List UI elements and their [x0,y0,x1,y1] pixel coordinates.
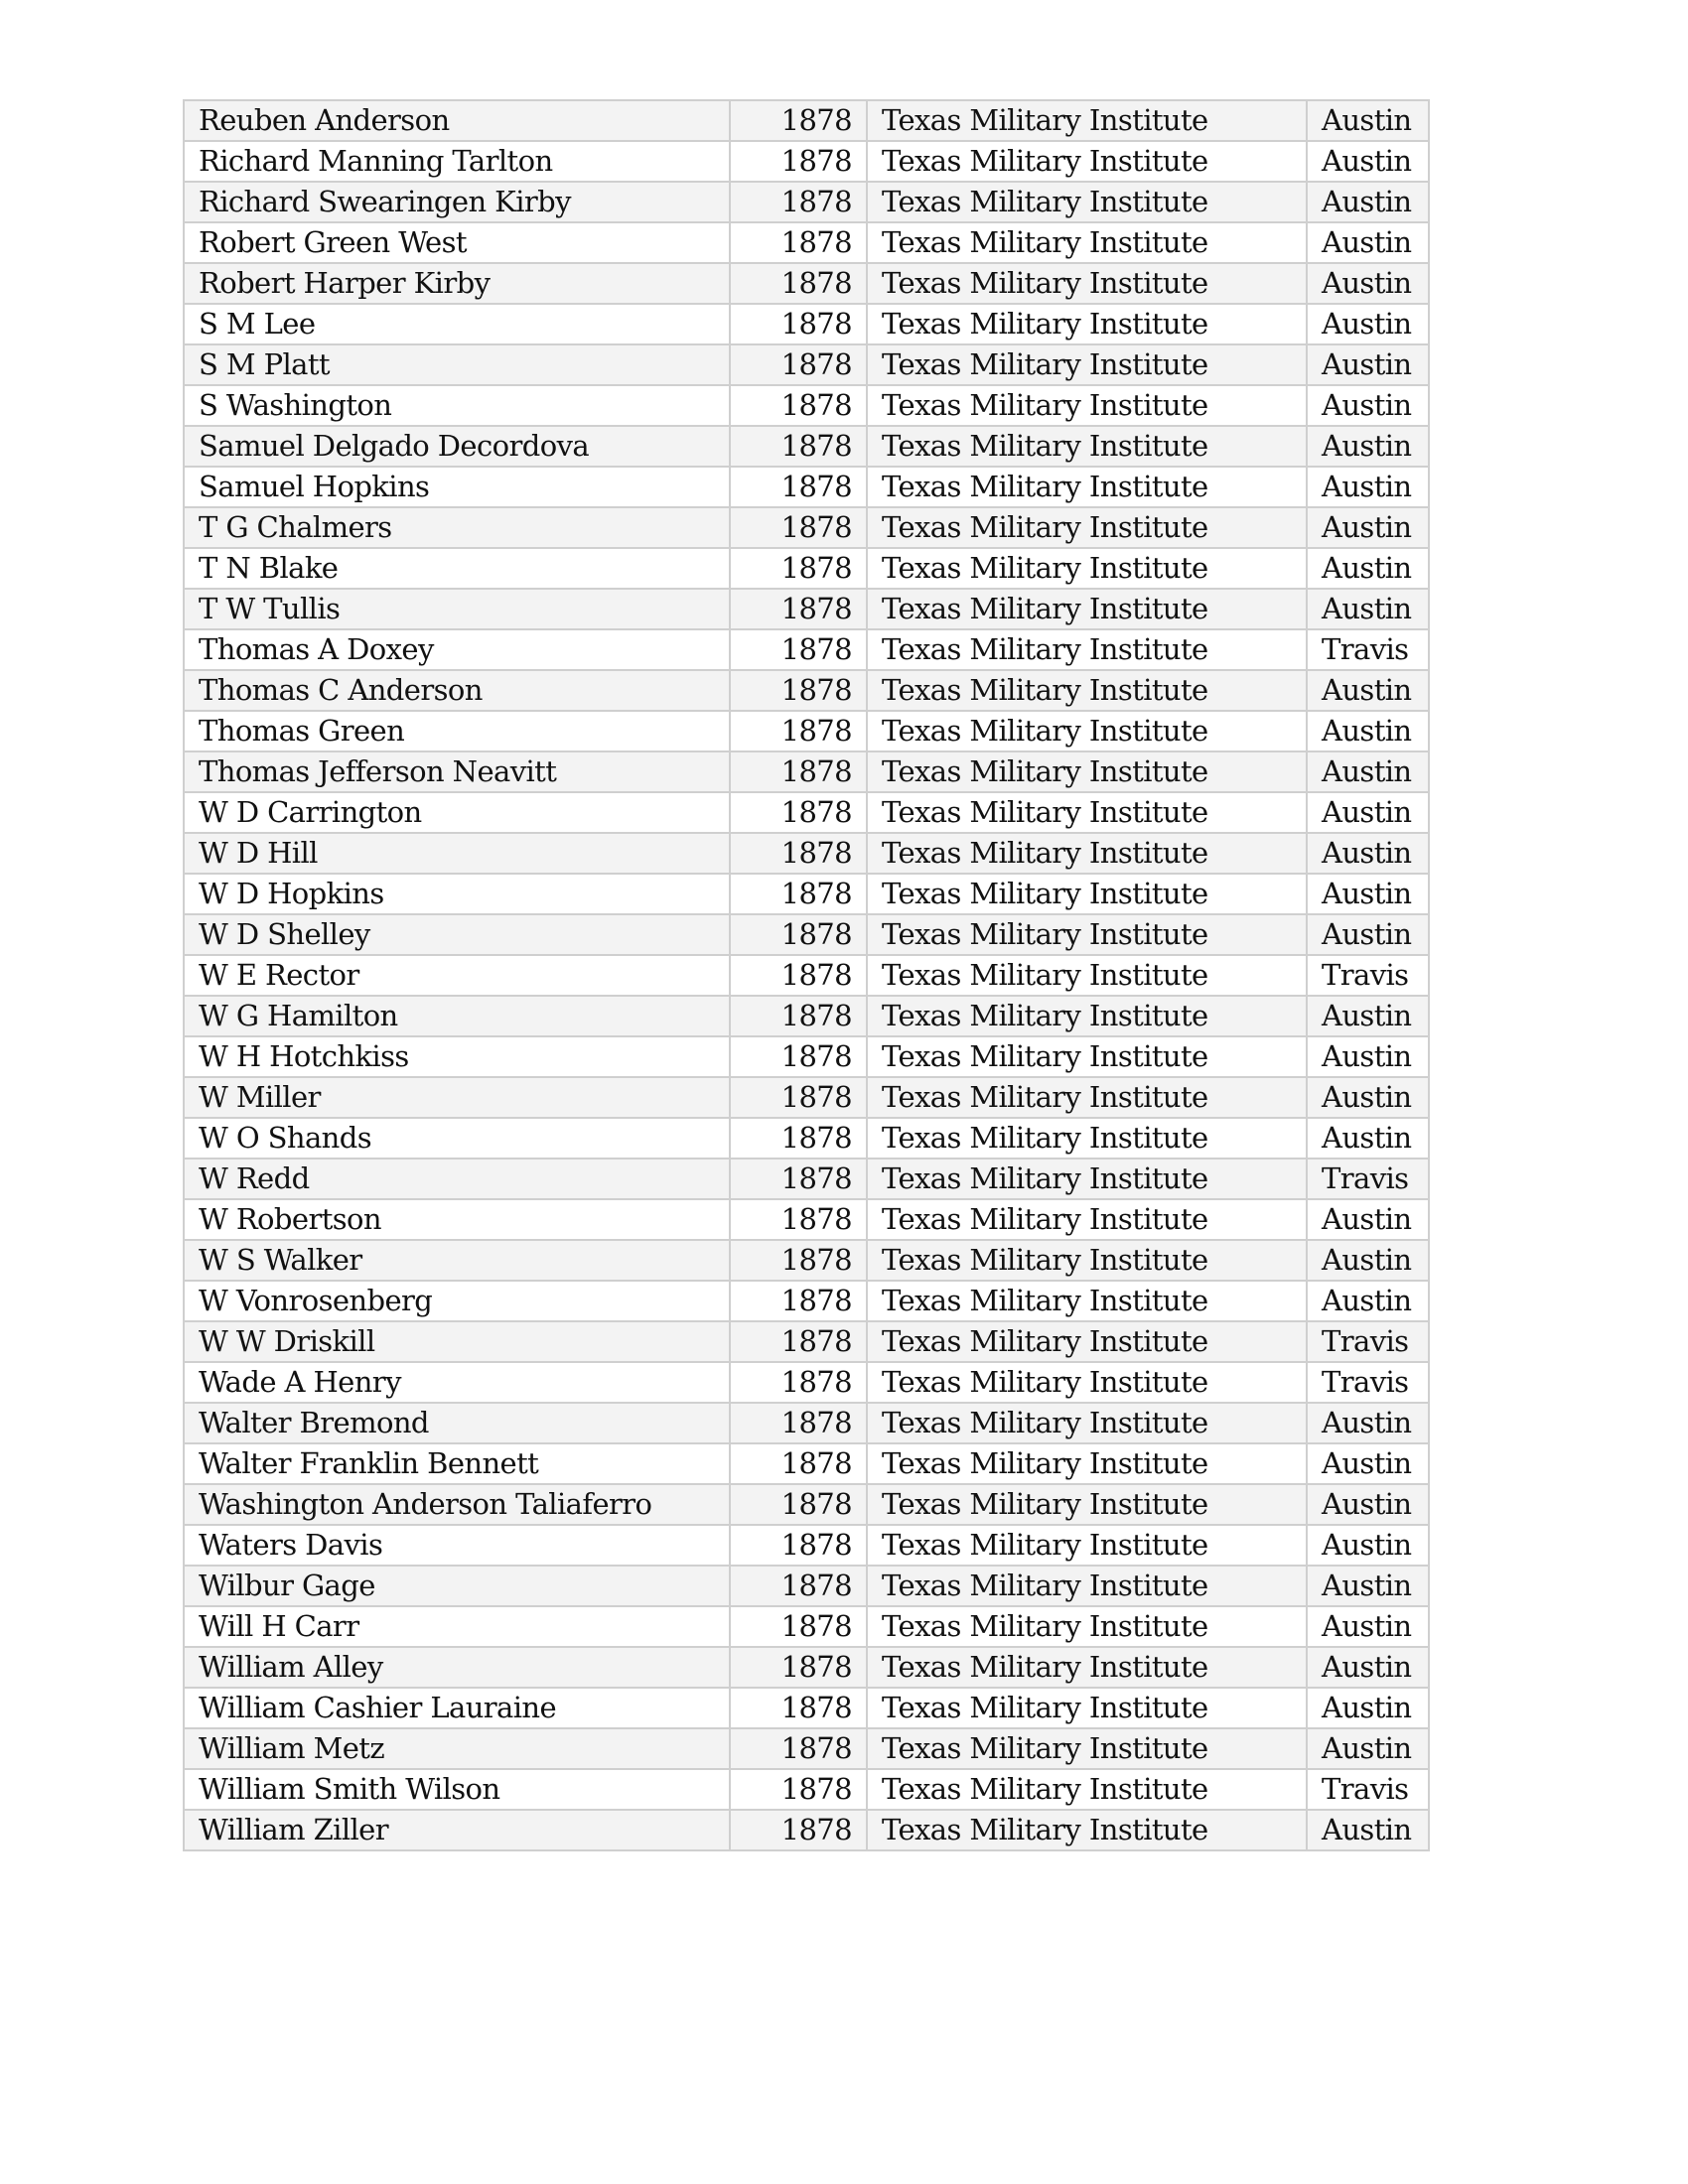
cell-county: Austin [1307,792,1429,833]
cell-institution: Texas Military Institute [867,874,1307,914]
cell-institution: Texas Military Institute [867,141,1307,182]
cell-name: Wilbur Gage [184,1566,730,1606]
cell-year: 1878 [730,1810,867,1850]
cell-county: Austin [1307,1036,1429,1077]
cell-name: W D Hill [184,833,730,874]
cell-institution: Texas Military Institute [867,711,1307,751]
table-row [184,589,1429,629]
cell-year: 1878 [730,1525,867,1566]
cell-name: Thomas C Anderson [184,670,730,711]
cell-county: Austin [1307,1443,1429,1484]
cell-county: Austin [1307,1647,1429,1688]
cell-institution: Texas Military Institute [867,1769,1307,1810]
cell-name: W S Walker [184,1240,730,1281]
cell-institution: Texas Military Institute [867,996,1307,1036]
table-row [184,263,1429,304]
cell-county: Austin [1307,507,1429,548]
cell-year: 1878 [730,833,867,874]
cell-institution: Texas Military Institute [867,385,1307,426]
cell-county: Austin [1307,1118,1429,1159]
cell-name: Thomas A Doxey [184,629,730,670]
cell-name: Walter Franklin Bennett [184,1443,730,1484]
cell-county: Austin [1307,1525,1429,1566]
cell-institution: Texas Military Institute [867,1321,1307,1362]
cell-county: Austin [1307,263,1429,304]
cell-name: W D Hopkins [184,874,730,914]
cell-county: Austin [1307,1728,1429,1769]
cell-county: Austin [1307,670,1429,711]
cell-institution: Texas Military Institute [867,1199,1307,1240]
cell-institution: Texas Military Institute [867,1566,1307,1606]
table-row [184,548,1429,589]
cell-year: 1878 [730,344,867,385]
cell-institution: Texas Military Institute [867,751,1307,792]
cell-name: W Redd [184,1159,730,1199]
table-row [184,1728,1429,1769]
cell-year: 1878 [730,629,867,670]
cell-county: Austin [1307,100,1429,141]
cell-name: Richard Swearingen Kirby [184,182,730,222]
cell-year: 1878 [730,1118,867,1159]
cell-county: Austin [1307,1566,1429,1606]
cell-county: Austin [1307,874,1429,914]
cell-institution: Texas Military Institute [867,1443,1307,1484]
cell-institution: Texas Military Institute [867,263,1307,304]
cell-year: 1878 [730,263,867,304]
cell-institution: Texas Military Institute [867,100,1307,141]
table-row [184,1484,1429,1525]
cell-institution: Texas Military Institute [867,955,1307,996]
cell-name: Richard Manning Tarlton [184,141,730,182]
cell-year: 1878 [730,385,867,426]
cell-year: 1878 [730,996,867,1036]
cell-name: W G Hamilton [184,996,730,1036]
cell-institution: Texas Military Institute [867,1728,1307,1769]
cell-year: 1878 [730,1403,867,1443]
cell-county: Austin [1307,711,1429,751]
cell-institution: Texas Military Institute [867,507,1307,548]
cell-name: William Smith Wilson [184,1769,730,1810]
cell-county: Austin [1307,1199,1429,1240]
table-row [184,1525,1429,1566]
cell-county: Austin [1307,1606,1429,1647]
cell-name: W Miller [184,1077,730,1118]
cell-name: Wade A Henry [184,1362,730,1403]
cell-institution: Texas Military Institute [867,426,1307,467]
cell-name: Robert Green West [184,222,730,263]
cell-county: Austin [1307,222,1429,263]
cell-year: 1878 [730,1362,867,1403]
table-row [184,1199,1429,1240]
cell-year: 1878 [730,1566,867,1606]
cell-county: Austin [1307,385,1429,426]
cell-name: T W Tullis [184,589,730,629]
cell-name: Waters Davis [184,1525,730,1566]
cell-institution: Texas Military Institute [867,1525,1307,1566]
cell-year: 1878 [730,1647,867,1688]
cell-year: 1878 [730,792,867,833]
cell-institution: Texas Military Institute [867,1159,1307,1199]
cell-name: Will H Carr [184,1606,730,1647]
table-row [184,1321,1429,1362]
cell-year: 1878 [730,914,867,955]
cell-year: 1878 [730,670,867,711]
cell-name: W O Shands [184,1118,730,1159]
cell-institution: Texas Military Institute [867,1240,1307,1281]
cell-name: Thomas Jefferson Neavitt [184,751,730,792]
cell-institution: Texas Military Institute [867,1606,1307,1647]
cell-year: 1878 [730,1769,867,1810]
table-row [184,711,1429,751]
table-row [184,100,1429,141]
cell-county: Austin [1307,344,1429,385]
table-row [184,222,1429,263]
cell-year: 1878 [730,507,867,548]
cell-year: 1878 [730,467,867,507]
cell-county: Austin [1307,467,1429,507]
table-row [184,1606,1429,1647]
cell-institution: Texas Military Institute [867,1810,1307,1850]
cell-name: Samuel Hopkins [184,467,730,507]
cell-institution: Texas Military Institute [867,1647,1307,1688]
cell-county: Travis [1307,1321,1429,1362]
table-row [184,1036,1429,1077]
cell-name: Walter Bremond [184,1403,730,1443]
cell-county: Austin [1307,1688,1429,1728]
cell-institution: Texas Military Institute [867,1036,1307,1077]
table-row [184,385,1429,426]
cell-county: Austin [1307,1810,1429,1850]
cell-year: 1878 [730,1321,867,1362]
table-row [184,141,1429,182]
cell-year: 1878 [730,182,867,222]
cell-year: 1878 [730,1606,867,1647]
table-row [184,426,1429,467]
table-row [184,996,1429,1036]
cell-name: T G Chalmers [184,507,730,548]
cell-institution: Texas Military Institute [867,914,1307,955]
cell-county: Austin [1307,1484,1429,1525]
cell-name: Robert Harper Kirby [184,263,730,304]
cell-county: Travis [1307,1769,1429,1810]
cell-county: Austin [1307,589,1429,629]
cell-name: S M Lee [184,304,730,344]
cell-county: Austin [1307,1281,1429,1321]
cell-institution: Texas Military Institute [867,1077,1307,1118]
cell-year: 1878 [730,1036,867,1077]
table-row [184,467,1429,507]
cell-year: 1878 [730,1281,867,1321]
table-row [184,304,1429,344]
table-row [184,182,1429,222]
cell-county: Austin [1307,304,1429,344]
cell-year: 1878 [730,1240,867,1281]
cell-county: Travis [1307,955,1429,996]
cell-name: W W Driskill [184,1321,730,1362]
cell-year: 1878 [730,1728,867,1769]
table-row [184,751,1429,792]
cell-year: 1878 [730,1159,867,1199]
cell-county: Austin [1307,141,1429,182]
cell-year: 1878 [730,1484,867,1525]
table-row [184,914,1429,955]
cell-institution: Texas Military Institute [867,670,1307,711]
cell-name: William Alley [184,1647,730,1688]
cell-county: Austin [1307,1403,1429,1443]
cell-county: Austin [1307,751,1429,792]
table-row [184,344,1429,385]
table-row [184,874,1429,914]
cell-name: William Ziller [184,1810,730,1850]
cell-year: 1878 [730,1688,867,1728]
table-row [184,1118,1429,1159]
cell-year: 1878 [730,711,867,751]
cell-year: 1878 [730,589,867,629]
cell-county: Travis [1307,629,1429,670]
cell-institution: Texas Military Institute [867,1688,1307,1728]
cell-county: Austin [1307,182,1429,222]
cell-name: Samuel Delgado Decordova [184,426,730,467]
cell-year: 1878 [730,548,867,589]
cell-county: Austin [1307,1077,1429,1118]
table-row [184,1647,1429,1688]
cell-year: 1878 [730,955,867,996]
table-row [184,1688,1429,1728]
cell-institution: Texas Military Institute [867,304,1307,344]
cell-name: T N Blake [184,548,730,589]
cell-institution: Texas Military Institute [867,629,1307,670]
cell-institution: Texas Military Institute [867,1362,1307,1403]
cell-county: Austin [1307,548,1429,589]
cell-name: Thomas Green [184,711,730,751]
table-row [184,1403,1429,1443]
cell-name: S Washington [184,385,730,426]
cell-institution: Texas Military Institute [867,589,1307,629]
table-row [184,507,1429,548]
roster-table [183,99,1430,1851]
cell-institution: Texas Military Institute [867,467,1307,507]
cell-county: Austin [1307,996,1429,1036]
roster-table-body [184,100,1429,1850]
table-row [184,1240,1429,1281]
cell-year: 1878 [730,141,867,182]
table-row [184,1769,1429,1810]
cell-year: 1878 [730,222,867,263]
cell-institution: Texas Military Institute [867,222,1307,263]
cell-year: 1878 [730,1443,867,1484]
cell-year: 1878 [730,874,867,914]
cell-name: W H Hotchkiss [184,1036,730,1077]
cell-institution: Texas Military Institute [867,833,1307,874]
cell-name: William Metz [184,1728,730,1769]
cell-institution: Texas Military Institute [867,548,1307,589]
cell-name: S M Platt [184,344,730,385]
cell-name: William Cashier Lauraine [184,1688,730,1728]
table-row [184,1159,1429,1199]
cell-county: Travis [1307,1362,1429,1403]
cell-name: W E Rector [184,955,730,996]
cell-year: 1878 [730,426,867,467]
cell-institution: Texas Military Institute [867,792,1307,833]
cell-name: W D Carrington [184,792,730,833]
cell-year: 1878 [730,1199,867,1240]
table-row [184,1810,1429,1850]
table-row [184,1077,1429,1118]
cell-institution: Texas Military Institute [867,1281,1307,1321]
cell-year: 1878 [730,1077,867,1118]
cell-county: Travis [1307,1159,1429,1199]
table-row [184,955,1429,996]
cell-institution: Texas Military Institute [867,1403,1307,1443]
cell-county: Austin [1307,914,1429,955]
table-row [184,1566,1429,1606]
cell-county: Austin [1307,1240,1429,1281]
cell-name: Reuben Anderson [184,100,730,141]
table-row [184,833,1429,874]
cell-institution: Texas Military Institute [867,1118,1307,1159]
cell-institution: Texas Military Institute [867,344,1307,385]
cell-institution: Texas Military Institute [867,1484,1307,1525]
cell-name: W D Shelley [184,914,730,955]
table-row [184,1443,1429,1484]
table-row [184,792,1429,833]
cell-name: W Robertson [184,1199,730,1240]
cell-name: W Vonrosenberg [184,1281,730,1321]
cell-county: Austin [1307,426,1429,467]
cell-name: Washington Anderson Taliaferro [184,1484,730,1525]
table-row [184,629,1429,670]
cell-institution: Texas Military Institute [867,182,1307,222]
table-row [184,670,1429,711]
cell-county: Austin [1307,833,1429,874]
cell-year: 1878 [730,304,867,344]
table-row [184,1362,1429,1403]
cell-year: 1878 [730,100,867,141]
table-row [184,1281,1429,1321]
cell-year: 1878 [730,751,867,792]
